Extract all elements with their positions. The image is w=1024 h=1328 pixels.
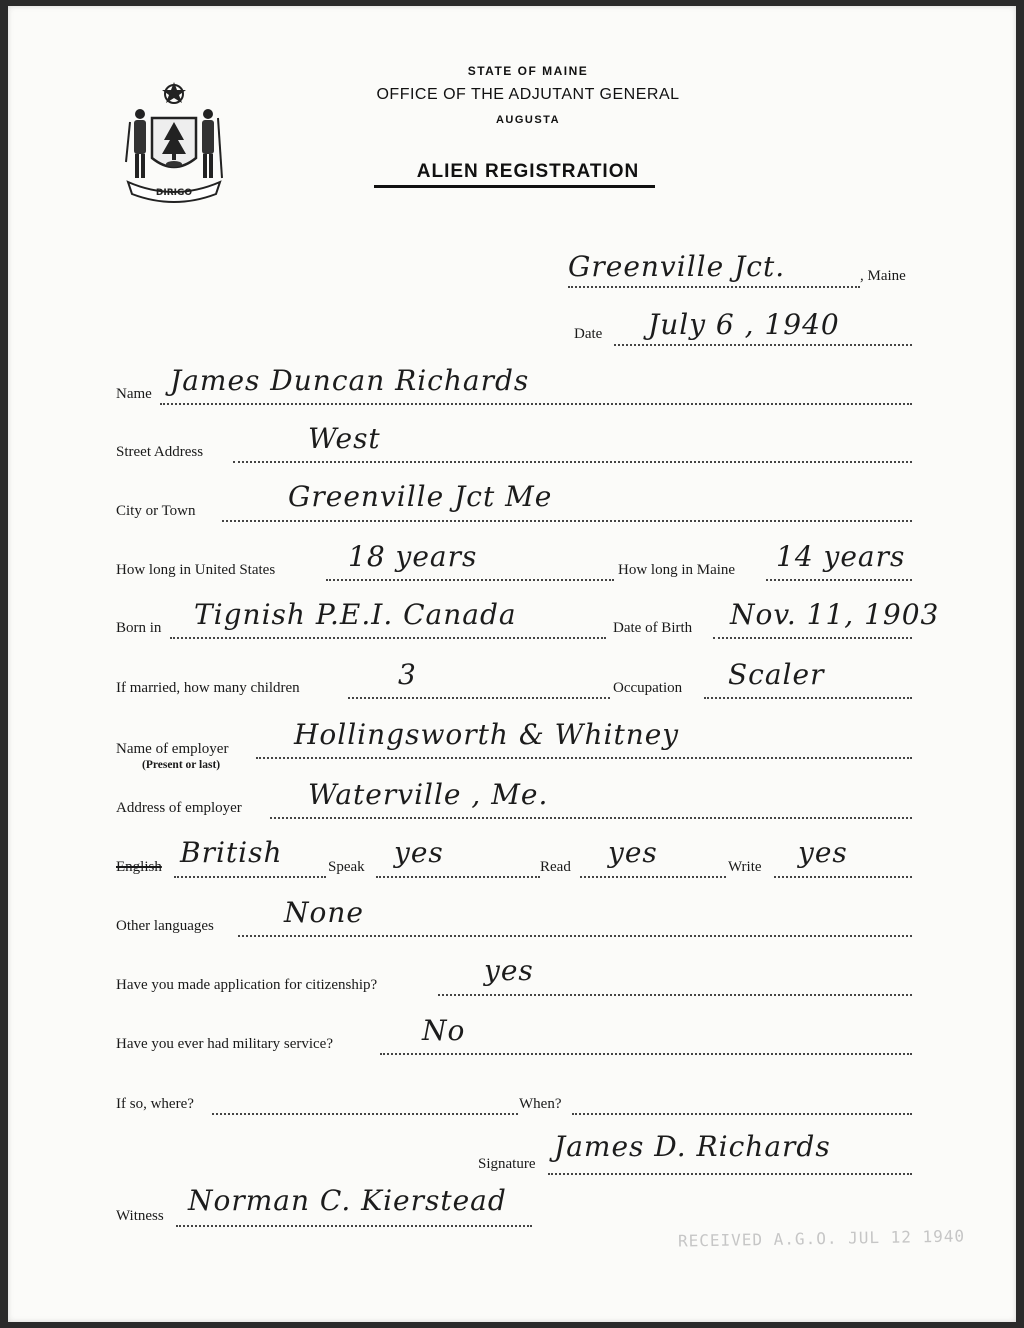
date-label: Date — [574, 326, 603, 342]
speak-value: yes — [394, 836, 444, 869]
street-line — [233, 461, 912, 463]
citizenship-label: Have you made application for citizenship? — [116, 977, 378, 993]
received-stamp: RECEIVED A.G.O. JUL 12 1940 — [677, 1226, 966, 1251]
born-in-value: Tignish P.E.I. Canada — [194, 598, 517, 631]
read-line — [580, 876, 726, 878]
date-line — [614, 344, 912, 346]
signature-line — [548, 1173, 912, 1175]
witness-value: Norman C. Kierstead — [188, 1184, 507, 1217]
signature-value: James D. Richards — [554, 1130, 831, 1163]
where-label: If so, where? — [116, 1096, 194, 1112]
nationality-line — [174, 876, 326, 878]
city-label: City or Town — [116, 503, 196, 519]
registration-form — [8, 6, 1016, 1322]
born-in-label: Born in — [116, 620, 162, 636]
how-long-maine-value: 14 years — [776, 540, 906, 573]
employer-value: Hollingsworth & Whitney — [294, 718, 680, 751]
street-label: Street Address — [116, 444, 204, 460]
nationality-label: English — [116, 859, 162, 875]
write-line — [774, 876, 912, 878]
military-line — [380, 1053, 912, 1055]
maine-state-seal — [118, 78, 230, 204]
speak-line — [376, 876, 540, 878]
born-in-line — [170, 637, 606, 639]
other-languages-line — [238, 935, 912, 937]
other-languages-value: None — [284, 896, 364, 929]
form-title: ALIEN REGISTRATION — [416, 161, 640, 182]
city-line — [222, 520, 912, 522]
header-city: AUGUSTA — [495, 114, 561, 126]
name-value: James Duncan Richards — [170, 364, 530, 397]
speak-label: Speak — [328, 859, 365, 875]
when-label: When? — [519, 1096, 562, 1112]
when-line — [572, 1113, 912, 1115]
nationality-value: British — [180, 836, 283, 869]
employer-label: Name of employer — [116, 741, 229, 757]
seal-motto: DIRIGO — [155, 188, 193, 198]
how-long-maine-line — [766, 579, 912, 581]
city-value: Greenville Jct Me — [288, 480, 553, 513]
how-long-us-label: How long in United States — [116, 562, 276, 578]
street-value: West — [308, 422, 381, 455]
name-label: Name — [116, 386, 152, 402]
signature-label: Signature — [478, 1156, 536, 1172]
employer-address-label: Address of employer — [116, 800, 242, 816]
write-value: yes — [798, 836, 848, 869]
occupation-label: Occupation — [613, 680, 683, 696]
witness-line — [176, 1225, 532, 1227]
occupation-line — [704, 697, 912, 699]
title-underline — [374, 185, 655, 188]
town-line — [568, 286, 860, 288]
children-label: If married, how many children — [116, 680, 300, 696]
town-value: Greenville Jct. — [568, 250, 786, 283]
employer-sublabel: (Present or last) — [142, 759, 221, 771]
employer-address-line — [270, 817, 912, 819]
how-long-us-line — [326, 579, 614, 581]
date-value: July 6 , 1940 — [648, 308, 840, 341]
employer-address-value: Waterville , Me. — [308, 778, 549, 811]
dob-line — [713, 637, 912, 639]
dob-label: Date of Birth — [613, 620, 693, 636]
military-value: No — [422, 1014, 466, 1047]
dob-value: Nov. 11, 1903 — [730, 598, 940, 631]
other-languages-label: Other languages — [116, 918, 214, 934]
children-line — [348, 697, 610, 699]
name-line — [160, 403, 912, 405]
where-line — [212, 1113, 518, 1115]
children-value: 3 — [398, 658, 417, 691]
read-value: yes — [608, 836, 658, 869]
how-long-us-value: 18 years — [348, 540, 478, 573]
write-label: Write — [728, 859, 762, 875]
how-long-maine-label: How long in Maine — [618, 562, 736, 578]
military-label: Have you ever had military service? — [116, 1036, 333, 1052]
header-state: STATE OF MAINE — [467, 64, 589, 78]
citizenship-line — [438, 994, 912, 996]
read-label: Read — [540, 859, 571, 875]
witness-label: Witness — [116, 1208, 164, 1224]
maine-suffix: , Maine — [860, 268, 906, 284]
occupation-value: Scaler — [728, 658, 825, 691]
header-office: OFFICE OF THE ADJUTANT GENERAL — [376, 86, 680, 103]
employer-line — [256, 757, 912, 759]
citizenship-value: yes — [484, 954, 534, 987]
